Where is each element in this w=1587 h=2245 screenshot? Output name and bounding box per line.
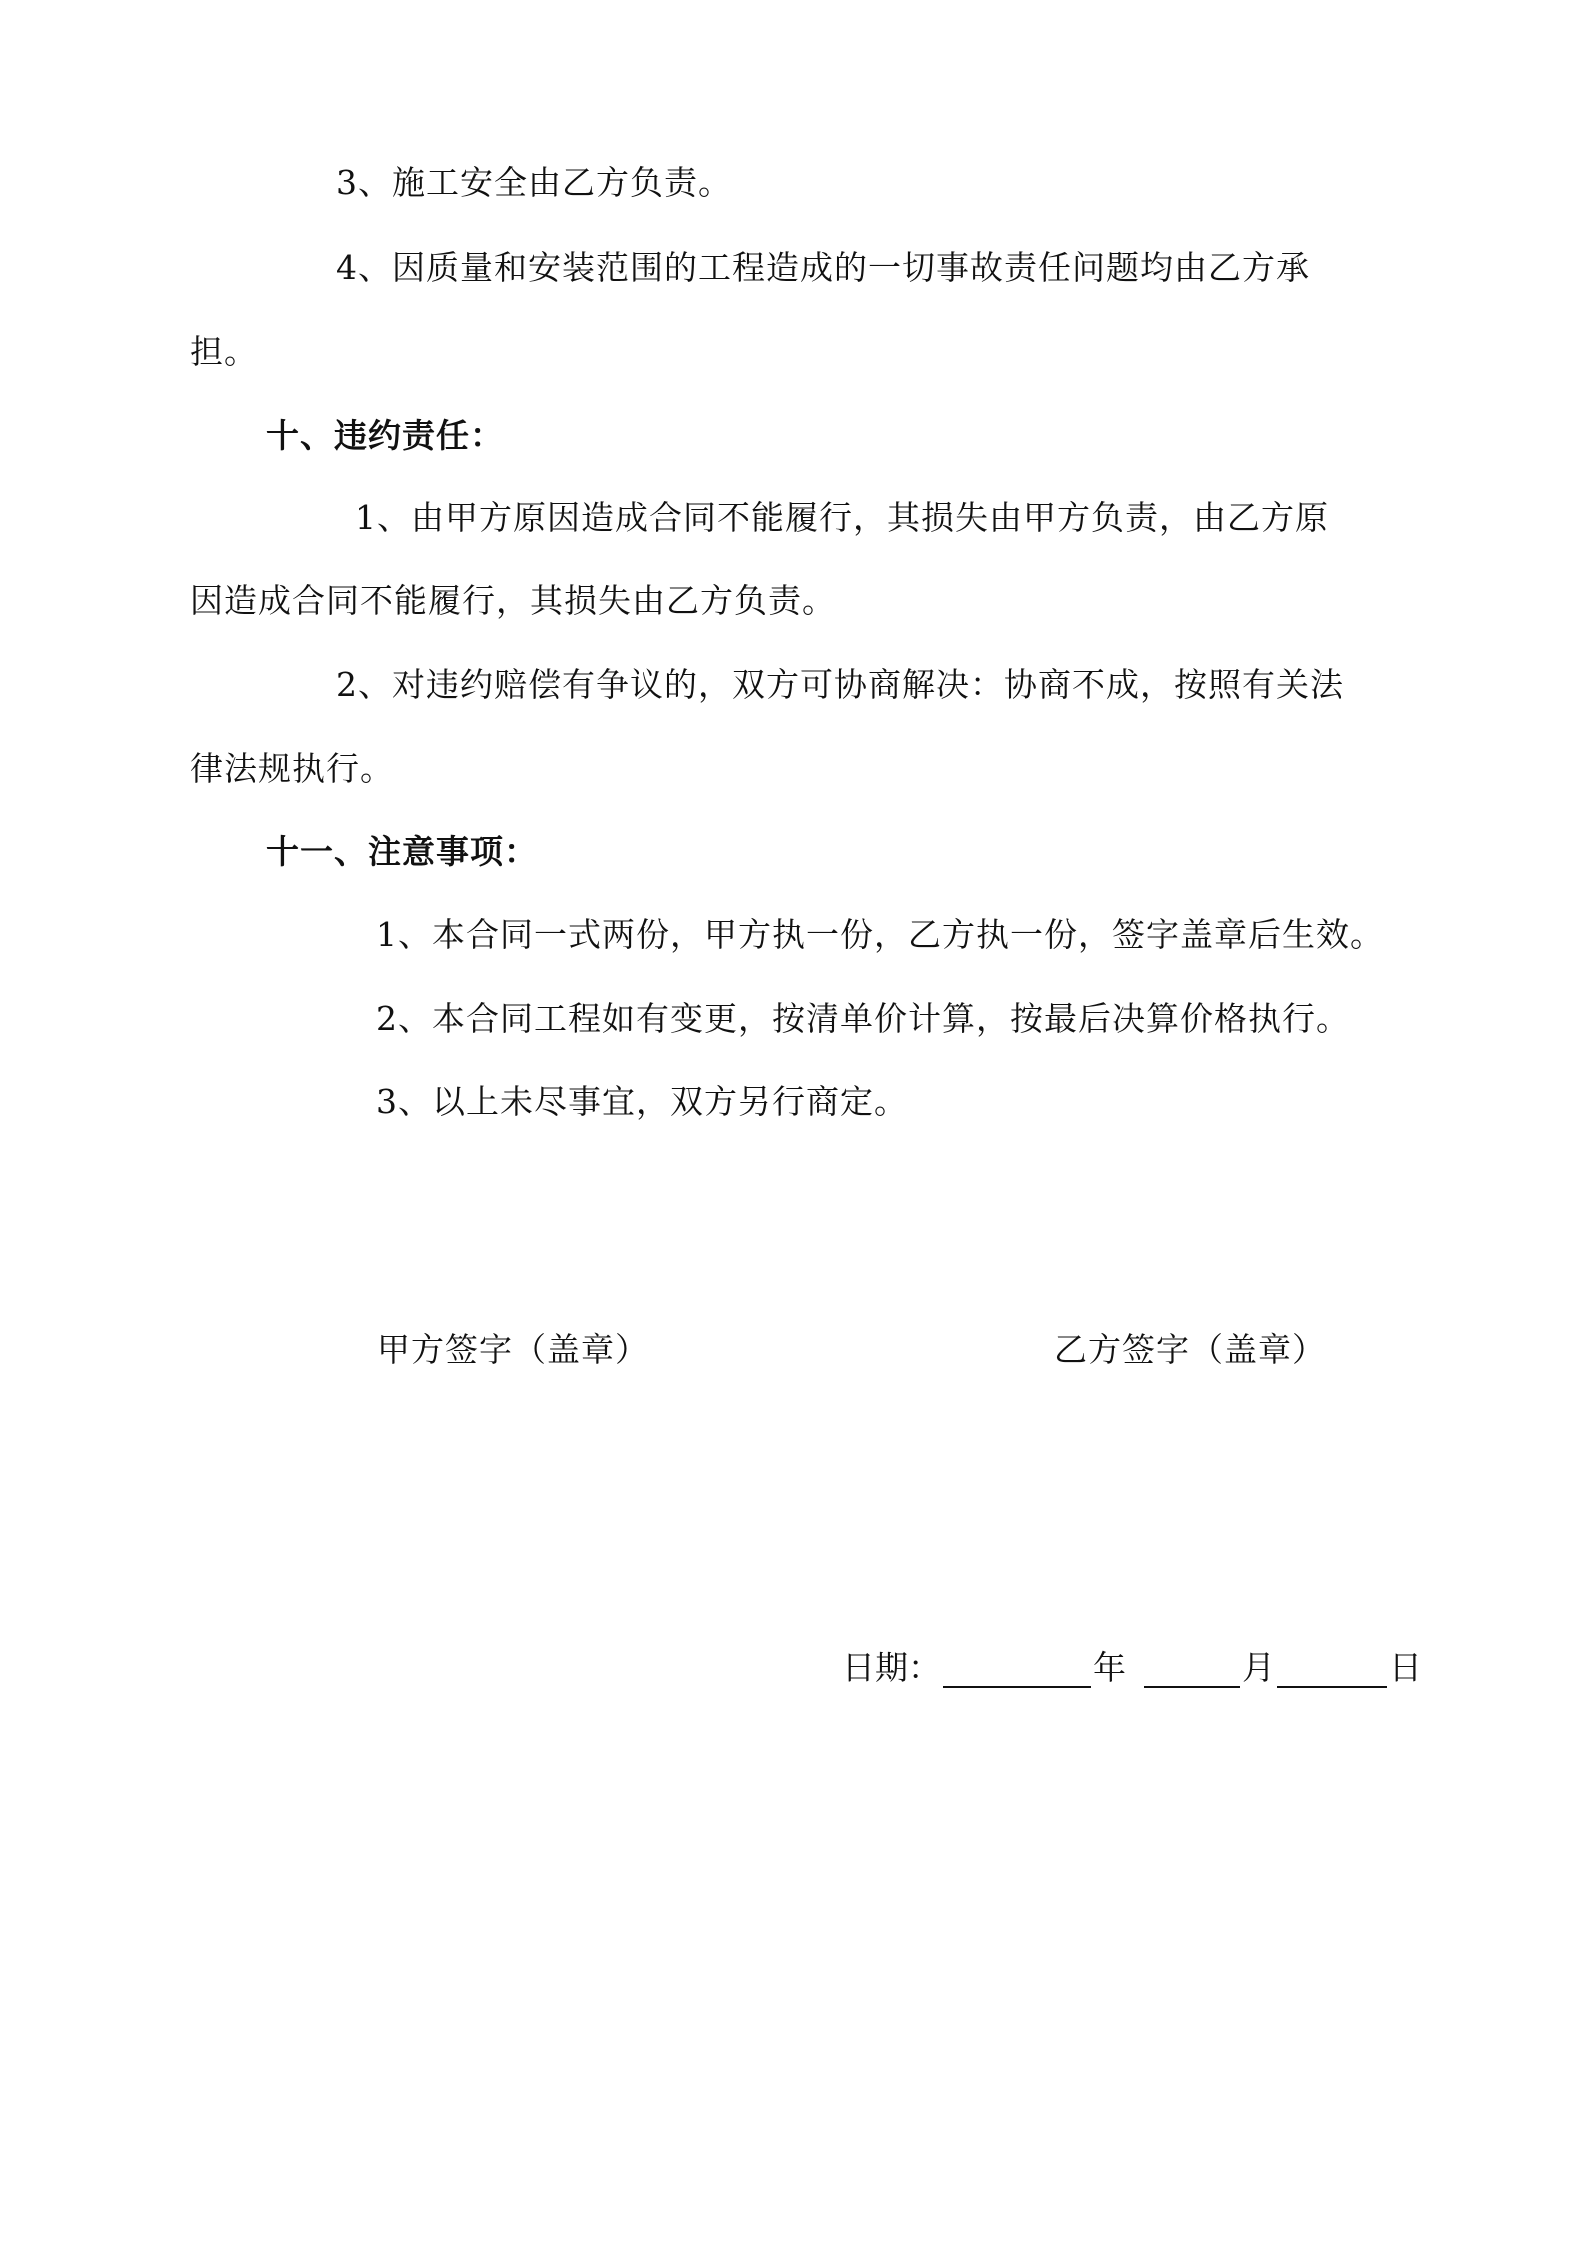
party-b-signature-label: 乙方签字（盖章） (1054, 1330, 1326, 1369)
section-eleven-item-1: 1、本合同一式两份，甲方执一份，乙方执一份，签字盖章后生效。 (376, 915, 1384, 954)
section-eleven-item-2: 2、本合同工程如有变更，按清单价计算，按最后决算价格执行。 (376, 999, 1350, 1038)
section-ten-item-1-line-2: 因造成合同不能履行，其损失由乙方负责。 (190, 581, 836, 620)
year-blank (943, 1656, 1091, 1688)
day-blank (1277, 1656, 1387, 1688)
section-ten-heading: 十、违约责任： (266, 416, 504, 455)
date-line (842, 1648, 1422, 1688)
year-label: 年 (1093, 1648, 1126, 1687)
clause-nine-item-4-line-1: 4、因质量和安装范围的工程造成的一切事故责任问题均由乙方承 (336, 248, 1310, 287)
section-eleven-heading: 十一、注意事项： (266, 832, 538, 871)
month-blank (1144, 1656, 1240, 1688)
section-ten-item-2-line-1: 2、对违约赔偿有争议的，双方可协商解决：协商不成，按照有关法 (336, 665, 1344, 704)
section-ten-item-2-line-2: 律法规执行。 (190, 749, 394, 788)
party-a-signature-label: 甲方签字（盖章） (377, 1330, 649, 1369)
day-label: 日 (1389, 1648, 1422, 1687)
date-label: 日期： (842, 1648, 941, 1687)
section-ten-item-1-line-1: 1、由甲方原因造成合同不能履行，其损失由甲方负责，由乙方原 (355, 498, 1329, 537)
clause-nine-item-4-line-2: 担。 (190, 332, 258, 371)
section-eleven-item-3: 3、以上未尽事宜，双方另行商定。 (376, 1082, 908, 1121)
clause-nine-item-3: 3、施工安全由乙方负责。 (336, 163, 732, 202)
month-label: 月 (1242, 1648, 1275, 1687)
